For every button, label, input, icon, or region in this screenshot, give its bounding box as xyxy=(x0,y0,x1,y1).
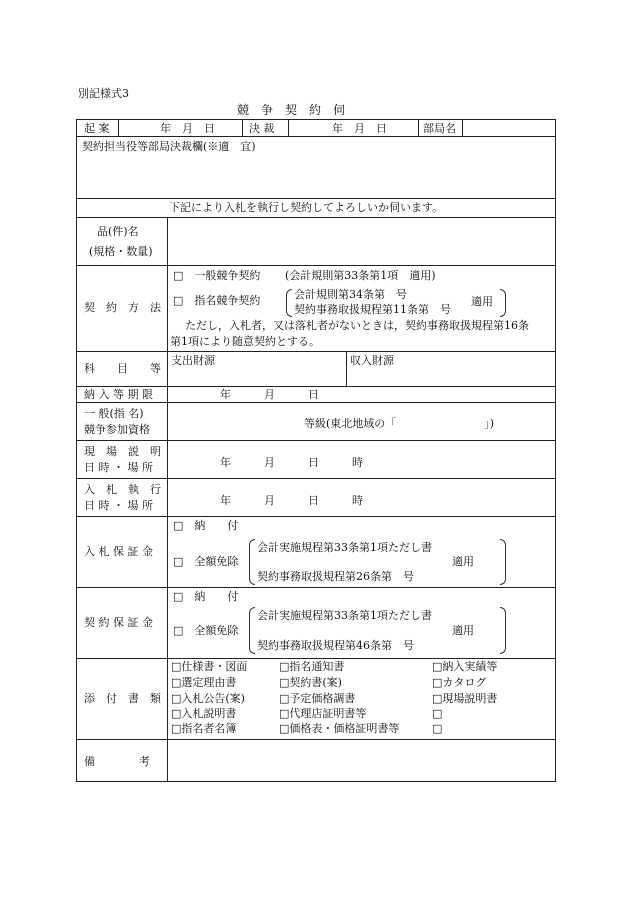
contract-deposit-pay-checkbox[interactable]: □ 納 付 xyxy=(173,590,239,603)
form-title: 競 争 契 約 伺 xyxy=(237,103,346,117)
subject-label: 科 目 等 xyxy=(84,362,161,375)
bid-deposit-rule-1: 会計実施規程第33条第1項ただし書 xyxy=(257,541,432,554)
brace-right xyxy=(500,539,506,585)
kessai-date[interactable]: 年 月 日 xyxy=(332,122,387,135)
attachment-checkbox[interactable]: □指名者名簿 xyxy=(171,722,237,735)
attachment-checkbox[interactable]: □契約書(案) xyxy=(279,676,342,689)
item-field[interactable] xyxy=(169,219,554,263)
site-briefing-label-1: 現 場 説 明 xyxy=(84,445,161,458)
delivery-label: 納 入 等 期 限 xyxy=(84,388,153,401)
brace-right xyxy=(500,607,506,654)
bid-deposit-rule-2: 契約事務取扱規程第26条第 号 xyxy=(257,570,414,583)
contract-deposit-label: 契 約 保 証 金 xyxy=(84,616,153,629)
method-note-1: ただし，入札者，又は落札者がないときは，契約事務取扱規程第16条 xyxy=(185,319,529,332)
contract-deposit-rule-2: 契約事務取扱規程第46条第 号 xyxy=(257,639,414,652)
kian-date[interactable]: 年 月 日 xyxy=(160,122,215,135)
designated-rule-1: 会計規則第34条第 号 xyxy=(294,288,407,301)
revenue-source-label: 収入財源 xyxy=(350,354,394,367)
attachment-checkbox[interactable]: □仕様書・図面 xyxy=(171,660,248,673)
brace-right xyxy=(500,289,506,317)
bid-deposit-exempt-checkbox[interactable]: □ 全額免除 xyxy=(173,555,239,568)
attachments-label: 添 付 書 類 xyxy=(84,692,161,705)
bid-deposit-pay-checkbox[interactable]: □ 納 付 xyxy=(173,519,239,532)
form-number-label: 別記様式3 xyxy=(78,87,129,100)
attachment-checkbox[interactable]: □代理店証明書等 xyxy=(279,707,367,720)
designated-apply: 適用 xyxy=(471,295,493,308)
general-competition-rule: (会計規則第33条第1項 適用) xyxy=(285,269,436,282)
department-label: 部局名 xyxy=(423,122,456,135)
remarks-label: 備 考 xyxy=(84,755,150,768)
designated-rule-2: 契約事務取扱規程第11条第 号 xyxy=(294,303,451,316)
method-note-2: 第1項により随意契約とする。 xyxy=(170,335,320,348)
contract-method-label: 契 約 方 法 xyxy=(84,301,161,314)
attachment-checkbox[interactable]: □現場説明書 xyxy=(432,692,498,705)
brace-left xyxy=(286,289,292,317)
qualification-text[interactable]: 等級(東北地域の「 」) xyxy=(304,417,495,430)
bid-deposit-apply: 適用 xyxy=(452,555,474,568)
item-spec-label: (規格・数量) xyxy=(89,245,153,258)
bid-deposit-label: 入 札 保 証 金 xyxy=(84,545,153,558)
brace-left xyxy=(249,539,255,585)
item-label: 品(件)名 xyxy=(97,225,139,238)
bid-execution-label-2: 日 時 ・ 場 所 xyxy=(84,499,153,512)
attachment-checkbox[interactable]: □選定理由書 xyxy=(171,676,237,689)
kian-label: 起 案 xyxy=(84,122,110,135)
bid-execution-datetime[interactable]: 年 月 日 時 xyxy=(220,494,363,507)
designated-competition-checkbox[interactable]: □ 指名競争契約 xyxy=(173,294,261,307)
contract-deposit-exempt-checkbox[interactable]: □ 全額免除 xyxy=(173,624,239,637)
contract-deposit-rule-1: 会計実施規程第33条第1項ただし書 xyxy=(257,609,432,622)
attachment-checkbox[interactable]: □価格表・価格証明書等 xyxy=(279,722,400,735)
general-competition-checkbox[interactable]: □ 一般競争契約 xyxy=(173,269,261,282)
brace-left xyxy=(249,607,255,654)
approval-note: 契約担当役等部局決裁欄(※適 宜) xyxy=(82,140,256,153)
kessai-label: 決 裁 xyxy=(249,122,275,135)
qualification-label-1: 一 般(指 名) xyxy=(84,407,144,420)
attachment-checkbox[interactable]: □入札公告(案) xyxy=(171,692,245,705)
attachment-checkbox[interactable]: □納入実績等 xyxy=(432,660,498,673)
attachment-checkbox[interactable]: □入札説明書 xyxy=(171,707,237,720)
qualification-label-2: 競争参加資格 xyxy=(84,423,150,436)
approval-area[interactable] xyxy=(78,156,554,196)
attachment-checkbox[interactable]: □ xyxy=(432,722,443,735)
expense-source-label: 支出財源 xyxy=(171,354,215,367)
remarks-field[interactable] xyxy=(169,741,554,780)
site-briefing-label-2: 日 時 ・ 場 所 xyxy=(84,461,153,474)
attachment-checkbox[interactable]: □指名通知書 xyxy=(279,660,345,673)
request-statement: 下記により入札を執行し契約してよろしいか伺います。 xyxy=(169,201,444,214)
bid-execution-label-1: 入 札 執 行 xyxy=(84,483,161,496)
attachment-checkbox[interactable]: □カタログ xyxy=(432,676,487,689)
delivery-date[interactable]: 年 月 日 xyxy=(220,388,319,401)
department-field[interactable] xyxy=(464,120,554,135)
attachment-checkbox[interactable]: □予定価格調書 xyxy=(279,692,356,705)
site-briefing-datetime[interactable]: 年 月 日 時 xyxy=(220,456,363,469)
contract-deposit-apply: 適用 xyxy=(452,624,474,637)
attachment-checkbox[interactable]: □ xyxy=(432,707,443,720)
